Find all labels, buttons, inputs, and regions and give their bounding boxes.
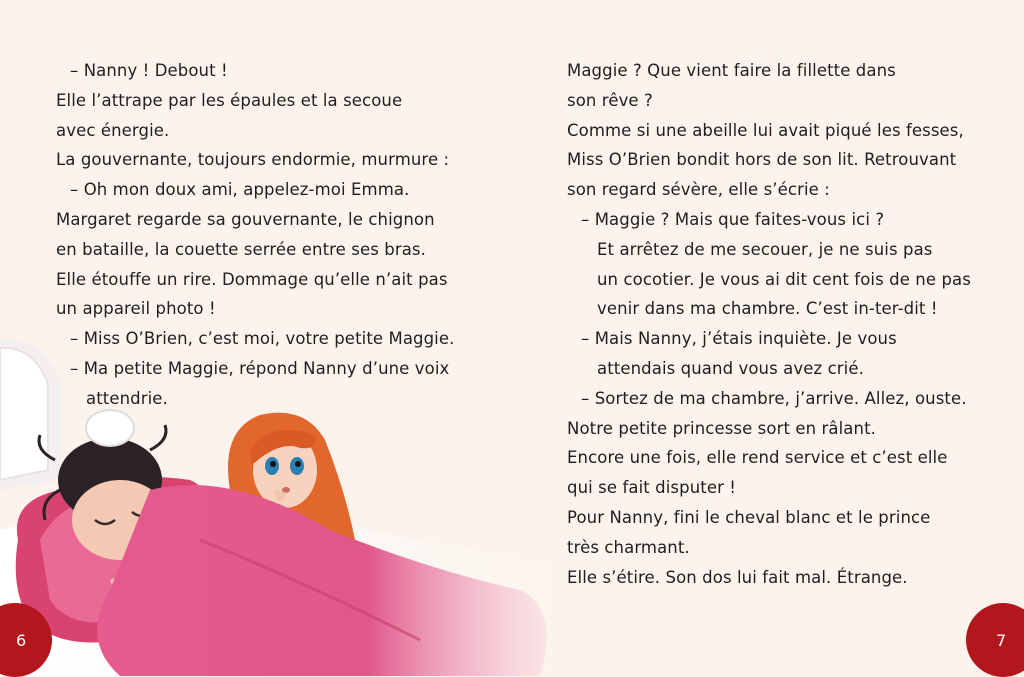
left-page-text [56, 56, 496, 414]
page-number-left: 6 [16, 631, 27, 650]
right-page [512, 0, 1024, 676]
text-line: Notre petite princesse sort en râlant. [567, 418, 876, 438]
text-line: Comme si une abeille lui avait piqué les fesses, [567, 120, 964, 140]
text-line: Elle l’attrape par les épaules et la secoue [56, 90, 403, 110]
text-line: attendrie. [86, 388, 168, 408]
text-line: – Ma petite Maggie, répond Nanny d’une voix [70, 358, 450, 378]
text-line: – Mais Nanny, j’étais inquiète. Je vous [581, 329, 897, 349]
text-line: Pour Nanny, fini le cheval blanc et le prince [567, 507, 931, 527]
text-line: Elle étouffe un rire. Dommage qu’elle n’ait pas [56, 269, 448, 289]
text-line: un cocotier. Je vous ai dit cent fois de ne pas [597, 269, 971, 289]
text-line: Encore une fois, elle rend service et c’est elle [567, 448, 948, 468]
text-line: très charmant. [567, 537, 690, 557]
page-number-right: 7 [996, 631, 1007, 650]
text-line: son rêve ? [567, 90, 653, 110]
text-line: Elle s’étire. Son dos lui fait mal. Étrange. [567, 567, 908, 587]
text-line: – Oh mon doux ami, appelez-moi Emma. [70, 180, 410, 200]
text-line: un appareil photo ! [56, 299, 216, 319]
text-line: Maggie ? Que vient faire la fillette dans [567, 61, 896, 80]
headboard [0, 340, 60, 490]
text-line: avec énergie. [56, 120, 170, 140]
text-line: attendais quand vous avez crié. [597, 358, 864, 378]
text-line: – Sortez de ma chambre, j’arrive. Allez, ouste. [581, 388, 967, 408]
text-line: venir dans ma chambre. C’est in-ter-dit ! [597, 299, 938, 319]
text-line: Miss O’Brien bondit hors de son lit. Retrouvant [567, 150, 957, 170]
left-page [0, 0, 512, 676]
text-line: – Nanny ! Debout ! [70, 61, 228, 80]
text-line: La gouvernante, toujours endormie, murmure : [56, 150, 450, 170]
text-line: Et arrêtez de me secouer, je ne suis pas [597, 239, 933, 259]
text-line: – Miss O’Brien, c’est moi, votre petite Maggie. [70, 329, 455, 349]
text-line: – Maggie ? Mais que faites-vous ici ? [581, 209, 885, 229]
page-number-badge-right [966, 603, 1024, 677]
right-page-text [567, 56, 1007, 592]
text-line: Margaret regarde sa gouvernante, le chignon [56, 209, 435, 229]
text-line: son regard sévère, elle s’écrie : [567, 180, 830, 200]
text-line: qui se fait disputer ! [567, 478, 737, 498]
text-line: en bataille, la couette serrée entre ses bras. [56, 239, 426, 259]
